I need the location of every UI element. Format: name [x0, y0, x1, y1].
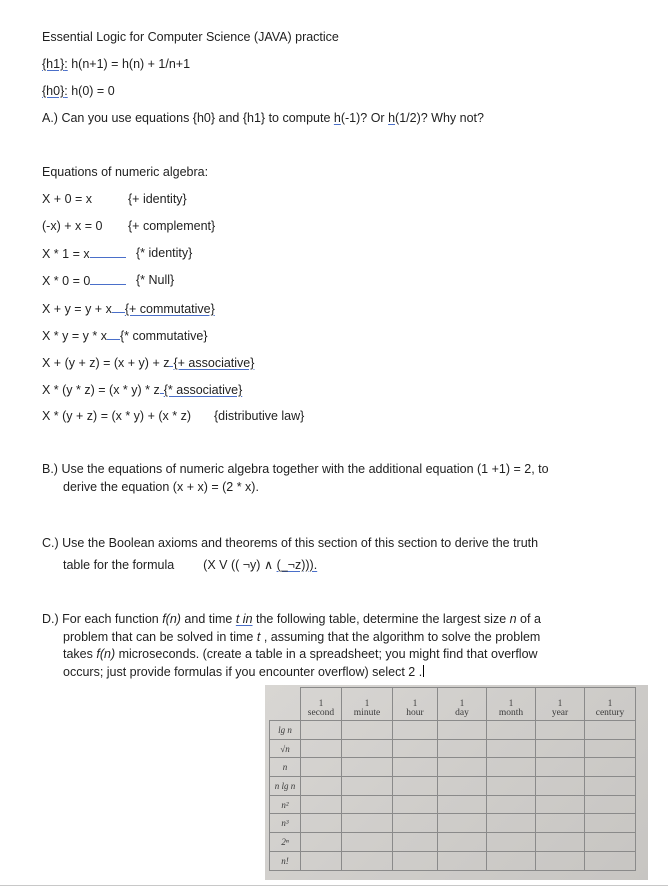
- h1-colon: :: [64, 57, 68, 71]
- h0-eq: h(0) = 0: [67, 84, 115, 98]
- qc-line2: [42, 554, 587, 576]
- eq-blank: [107, 328, 120, 340]
- qa-h1: h: [333, 111, 341, 125]
- row-header: 2ⁿ: [270, 833, 301, 852]
- qd-text: takes: [63, 647, 97, 661]
- qd-text: occurs; just provide formulas if you encounter overflow) select 2 .: [63, 664, 423, 679]
- col-one: 1: [318, 698, 324, 708]
- col-one: 1: [459, 698, 465, 708]
- col-header: [342, 688, 393, 721]
- equations-heading: Equations of numeric algebra:: [42, 165, 209, 179]
- h1-eq: h(n+1) = h(n) + 1/n+1: [67, 57, 191, 71]
- row-header: √n: [270, 739, 301, 758]
- eq-row: X * (y + z) = (x * y) + (x * z): [42, 409, 191, 423]
- qc-line1: C.) Use the Boolean axioms and theorems of this section of this section to derive the truth: [42, 536, 539, 550]
- row-header: n lg n: [270, 777, 301, 796]
- h0-colon: :: [64, 84, 68, 98]
- col-one: 1: [557, 698, 563, 708]
- col-unit: minute: [353, 708, 381, 718]
- page-bottom-rule: [0, 885, 668, 886]
- col-one: 1: [364, 698, 370, 708]
- eq-blank: [90, 273, 126, 285]
- equation-h1: [42, 57, 190, 72]
- qd-t: t: [256, 629, 261, 644]
- table-photo: [265, 685, 648, 880]
- qd-line3: [42, 646, 587, 664]
- eq-name: {+ complement}: [128, 219, 216, 233]
- col-one: 1: [607, 698, 613, 708]
- question-a: [42, 111, 484, 126]
- qa-h2: h: [388, 111, 396, 125]
- qd-fn: f(n): [162, 612, 181, 626]
- table-row: [270, 758, 636, 777]
- col-header: [438, 688, 487, 721]
- eq-name: {* identity}: [136, 246, 193, 260]
- qc-formula: (X V (( ¬y) ∧: [203, 558, 277, 572]
- qa-mid: (-1)? Or: [340, 111, 389, 125]
- eq-row: X + 0 = x: [42, 192, 93, 206]
- eq-row: [42, 328, 208, 344]
- eq-row: [42, 355, 254, 371]
- eq-name: {+ associative}: [173, 356, 255, 370]
- qd-n: n: [509, 612, 517, 626]
- eq-name: {distributive law}: [214, 409, 305, 423]
- col-header: [585, 688, 636, 721]
- row-header: n: [270, 758, 301, 777]
- qc-line2a: table for the formula: [63, 558, 175, 572]
- doc-title: Essential Logic for Computer Science (JAVA) practice: [42, 30, 339, 44]
- col-header: [536, 688, 585, 721]
- eq-row: [42, 273, 126, 289]
- table-row: [270, 833, 636, 852]
- qb-line1: B.) Use the equations of numeric algebra together with the additional equation (1 +1) = 2, to: [42, 462, 549, 476]
- eq-row: [42, 301, 215, 317]
- qd-text: the following table, determine the largest size: [252, 612, 510, 626]
- eq-lhs: X + y = y + x: [42, 302, 112, 316]
- eq-lhs: X * 0 = 0: [42, 274, 91, 288]
- eq-lhs: X * y = y * x: [42, 329, 107, 343]
- col-one: 1: [508, 698, 514, 708]
- qa-post: (1/2)? Why not?: [395, 111, 484, 125]
- col-unit: year: [551, 708, 569, 718]
- qd-t: t in: [235, 612, 253, 626]
- question-b: [42, 461, 587, 496]
- eq-row: [42, 382, 242, 398]
- h1-label: {h1}: [42, 57, 65, 71]
- table-row: [270, 777, 636, 796]
- eq-lhs: X * 1 = x: [42, 247, 90, 261]
- eq-lhs: X + (y + z) = (x + y) + z: [42, 356, 170, 370]
- qd-text: and time: [180, 612, 236, 626]
- col-header: [393, 688, 438, 721]
- row-header: n³: [270, 814, 301, 833]
- corner-cell: [270, 688, 301, 721]
- qd-text: of a: [516, 612, 541, 626]
- eq-row: [42, 246, 126, 262]
- col-unit: hour: [406, 708, 424, 718]
- table-row: [270, 851, 636, 870]
- qb-line2: derive the equation (x + x) = (2 * x).: [63, 479, 259, 494]
- table-header-row: [270, 688, 636, 721]
- eq-blank: [90, 246, 126, 258]
- col-header: [301, 688, 342, 721]
- eq-row: (-x) + x = 0: [42, 219, 103, 233]
- qd-fn: f(n): [96, 647, 116, 661]
- qa-pre: A.) Can you use equations {h0} and {h1} to compute: [42, 111, 334, 125]
- qd-text: D.) For each function: [42, 612, 163, 626]
- qd-line2: [42, 629, 587, 647]
- h0-label: {h0}: [42, 84, 65, 98]
- eq-name: {* commutative}: [119, 329, 208, 343]
- row-header: n²: [270, 795, 301, 814]
- row-header: lg n: [270, 721, 301, 740]
- table-row: [270, 721, 636, 740]
- text-caret: [423, 665, 424, 677]
- qd-text: problem that can be solved in time: [63, 629, 257, 644]
- qd-line4: [42, 664, 587, 682]
- question-d: [42, 611, 587, 681]
- equation-h0: [42, 84, 115, 99]
- col-header: [487, 688, 536, 721]
- col-unit: month: [498, 708, 524, 718]
- row-header: n!: [270, 851, 301, 870]
- eq-name: {+ identity}: [128, 192, 187, 206]
- table-row: [270, 795, 636, 814]
- eq-name: {* associative}: [163, 383, 243, 397]
- qc-formula-end: (_¬z))).: [276, 558, 318, 572]
- col-unit: century: [595, 708, 625, 718]
- eq-name: {* Null}: [136, 273, 175, 287]
- qd-text: microseconds. (create a table in a spreadsheet; you might find that overflow: [115, 647, 538, 661]
- time-table: [269, 687, 636, 871]
- eq-name: {+ commutative}: [124, 302, 215, 316]
- qd-text: , assuming that the algorithm to solve the problem: [260, 629, 541, 644]
- col-unit: second: [307, 708, 335, 718]
- qd-line1: [42, 611, 587, 629]
- col-one: 1: [412, 698, 418, 708]
- col-unit: day: [455, 708, 469, 718]
- table-row: [270, 739, 636, 758]
- table-row: [270, 814, 636, 833]
- eq-blank: [112, 301, 125, 313]
- eq-lhs: X * (y * z) = (x * y) * z: [42, 383, 160, 397]
- question-c: [42, 532, 587, 576]
